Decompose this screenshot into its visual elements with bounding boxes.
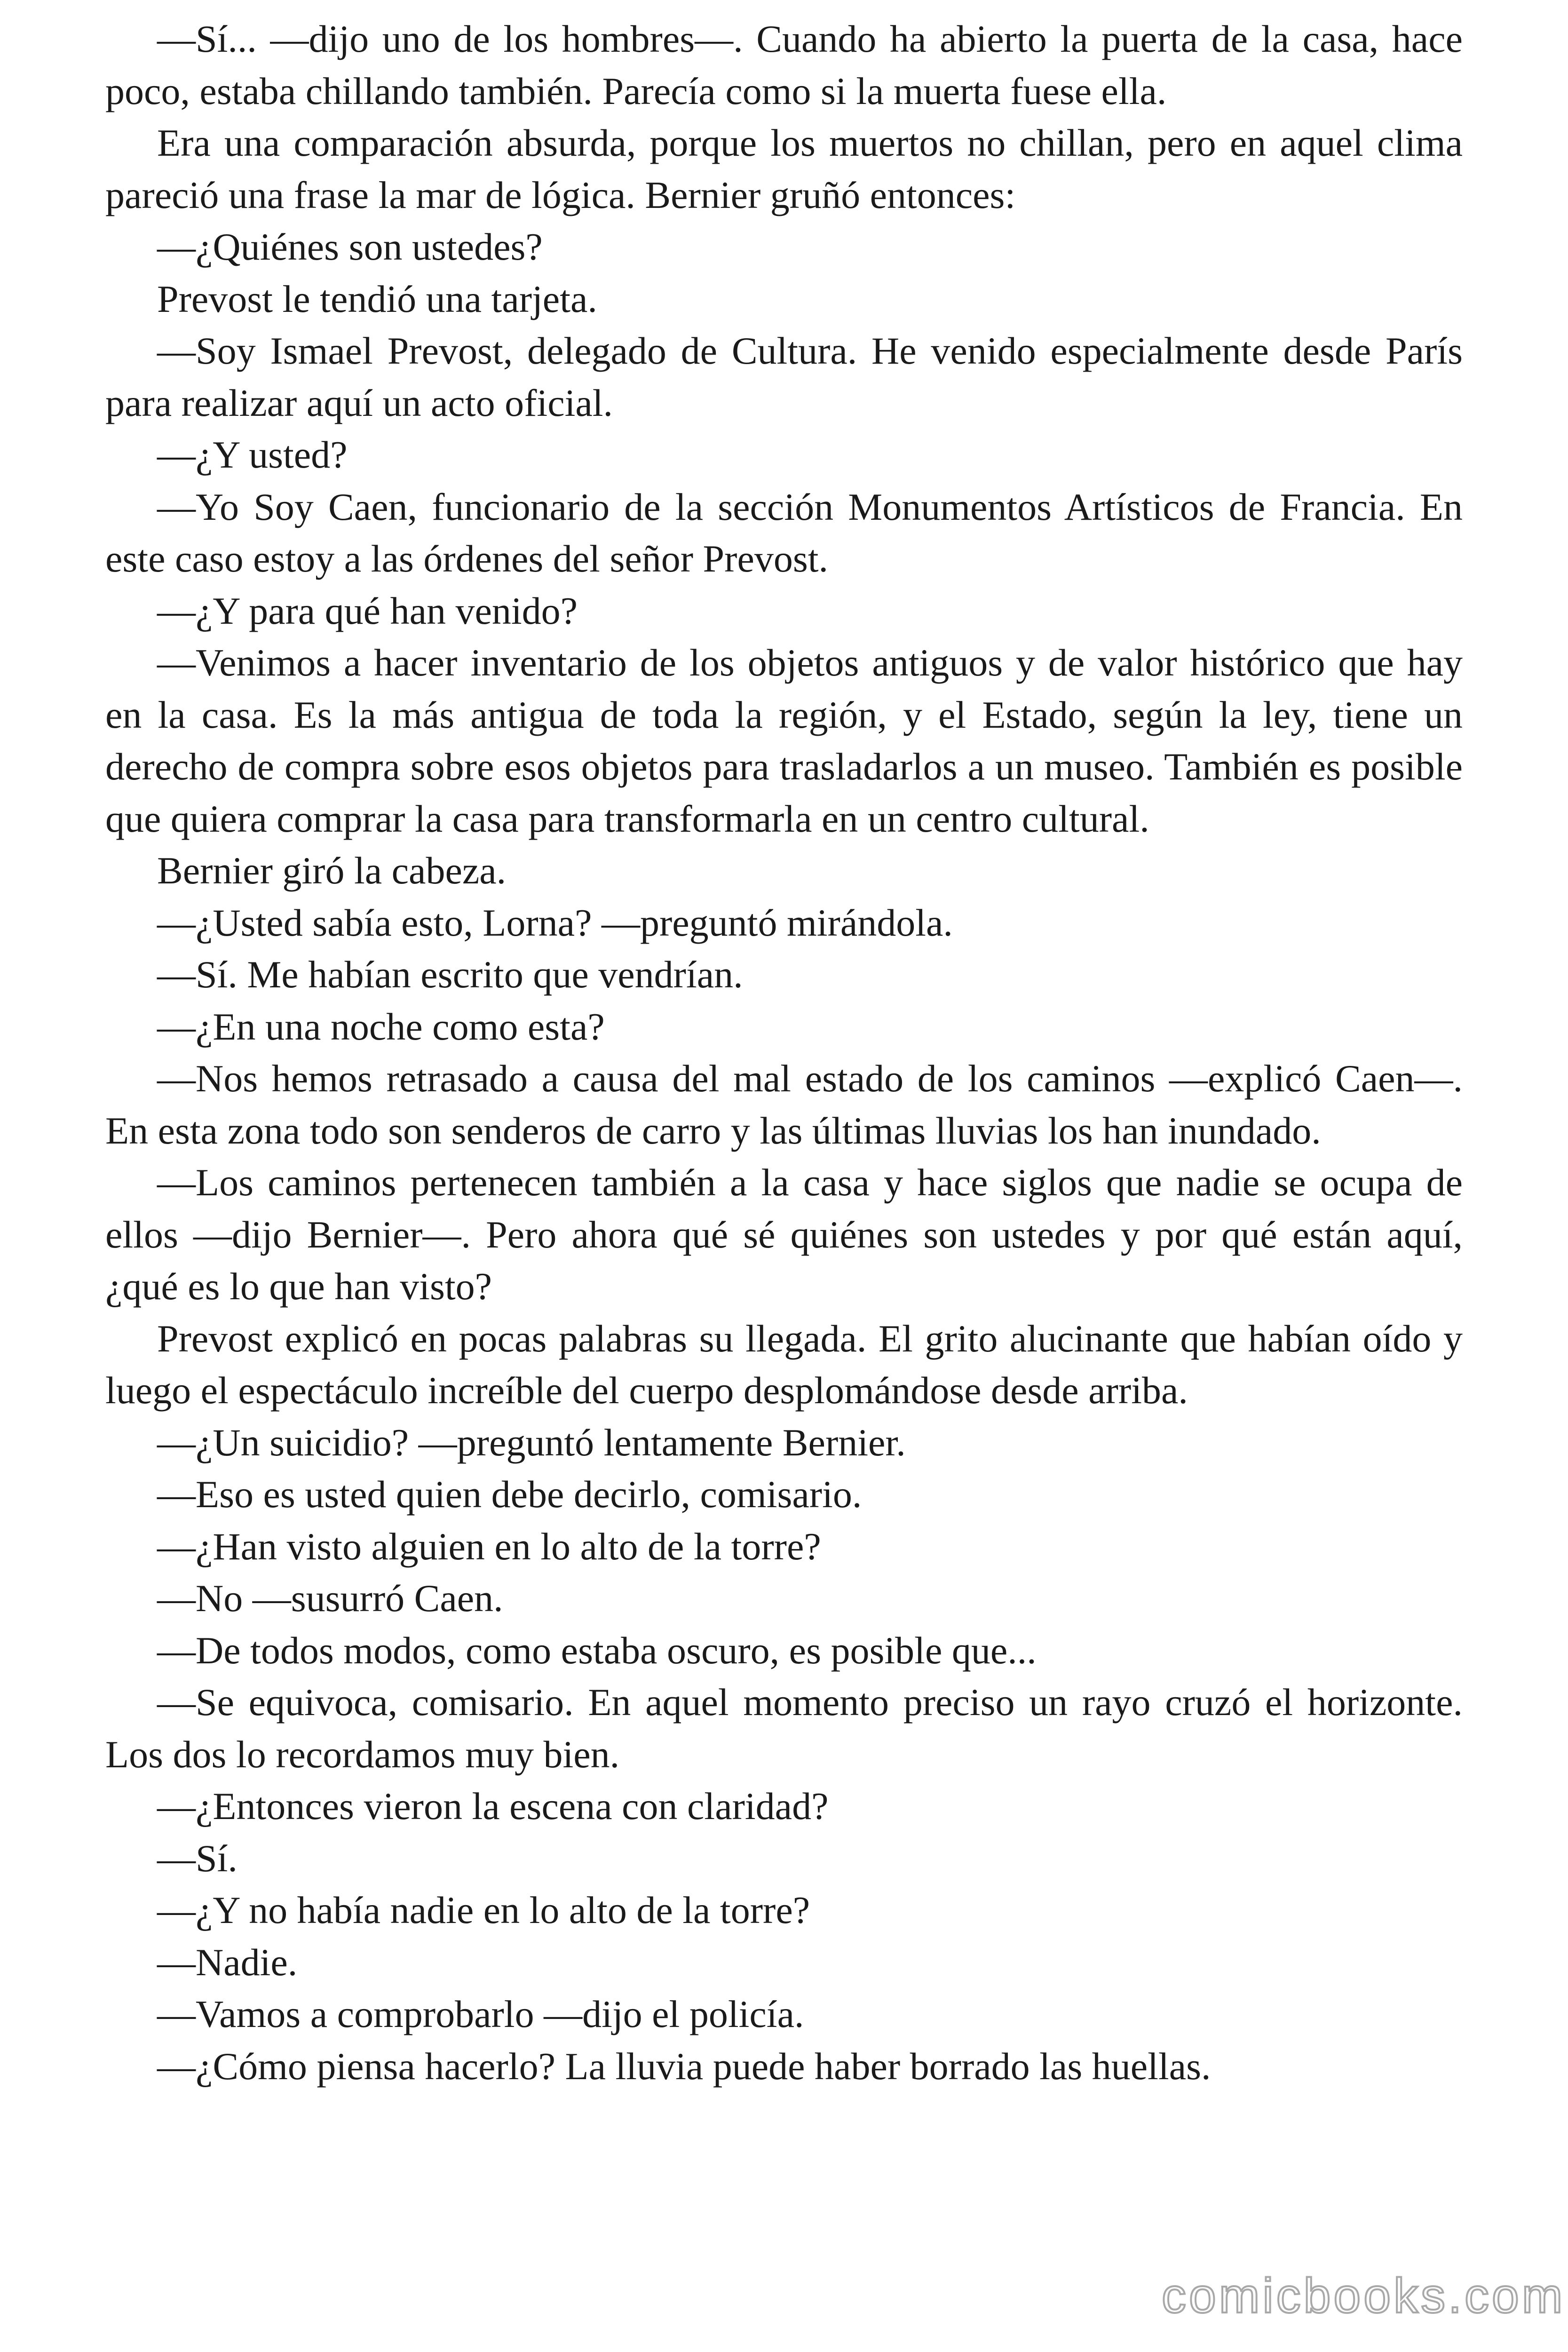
paragraph: —¿Entonces vieron la escena con claridad? xyxy=(157,1785,829,1828)
paragraph: —Eso es usted quien debe decirlo, comisario. xyxy=(157,1473,862,1516)
paragraph: Bernier giró la cabeza. xyxy=(157,849,507,892)
paragraph: —No —susurró Caen. xyxy=(157,1577,503,1620)
paragraph: Prevost le tendió una tarjeta. xyxy=(157,277,597,320)
paragraph: —¿Y usted? xyxy=(157,433,348,476)
paragraph: —Vamos a comprobarlo —dijo el policía. xyxy=(157,1993,804,2035)
paragraph: —Sí. Me habían escrito que vendrían. xyxy=(157,953,743,996)
paragraph: —¿Han visto alguien en lo alto de la torre? xyxy=(157,1525,821,1568)
paragraph: —De todos modos, como estaba oscuro, es posible que... xyxy=(157,1629,1037,1672)
paragraph: —Sí... —dijo uno de los hombres—. Cuando ha abierto la puerta de la casa, hace poco, estaba chillando también. Parecía como si la muerta fuese ella. xyxy=(105,17,1463,112)
paragraph: —¿En una noche como esta? xyxy=(157,1005,605,1048)
paragraph: —Se equivoca, comisario. En aquel momento preciso un rayo cruzó el horizonte. Los dos lo recordamos muy bien. xyxy=(105,1681,1463,1776)
watermark: comicbooks.com xyxy=(1162,2269,1566,2323)
paragraph: —Yo Soy Caen, funcionario de la sección Monumentos Artísticos de Francia. En este caso estoy a las órdenes del señor Prevost. xyxy=(105,485,1463,580)
paragraph: —Sí. xyxy=(157,1836,238,1880)
paragraph: —Venimos a hacer inventario de los objetos antiguos y de valor histórico que hay en la casa. Es la más antigua de toda la región, y el Estado, según la ley, tiene un derecho de compra sobre esos objetos para trasladarlos a un museo. También es posible que quiera comprar la casa para transformarla en un centro cultural. xyxy=(105,641,1463,840)
paragraph: —Los caminos pertenecen también a la casa y hace siglos que nadie se ocupa de ellos —dijo Bernier—. Pero ahora qué sé quiénes son ustedes y por qué están aquí, ¿qué es lo que han visto? xyxy=(105,1161,1463,1308)
paragraph: Prevost explicó en pocas palabras su llegada. El grito alucinante que habían oído y luego el espectáculo increíble del cuerpo desplomándose desde arriba. xyxy=(105,1317,1463,1412)
paragraph: —¿Usted sabía esto, Lorna? —preguntó mirándola. xyxy=(157,901,953,944)
paragraph: —¿Quiénes son ustedes? xyxy=(157,225,543,268)
book-page xyxy=(105,13,1463,2092)
paragraph: —¿Y no había nadie en lo alto de la torre? xyxy=(157,1889,810,1931)
paragraph: Era una comparación absurda, porque los muertos no chillan, pero en aquel clima pareció una frase la mar de lógica. Bernier gruñó entonces: xyxy=(105,121,1463,216)
paragraph: —¿Cómo piensa hacerlo? La lluvia puede haber borrado las huellas. xyxy=(157,2044,1211,2088)
paragraph: —Nadie. xyxy=(157,1940,298,1984)
paragraph: —¿Un suicidio? —preguntó lentamente Bernier. xyxy=(157,1421,906,1464)
paragraph: —¿Y para qué han venido? xyxy=(157,589,578,632)
paragraph: —Soy Ismael Prevost, delegado de Cultura. He venido especialmente desde París para realizar aquí un acto oficial. xyxy=(105,329,1463,424)
paragraph: —Nos hemos retrasado a causa del mal estado de los caminos —explicó Caen—. En esta zona todo son senderos de carro y las últimas lluvias los han inundado. xyxy=(105,1057,1463,1152)
